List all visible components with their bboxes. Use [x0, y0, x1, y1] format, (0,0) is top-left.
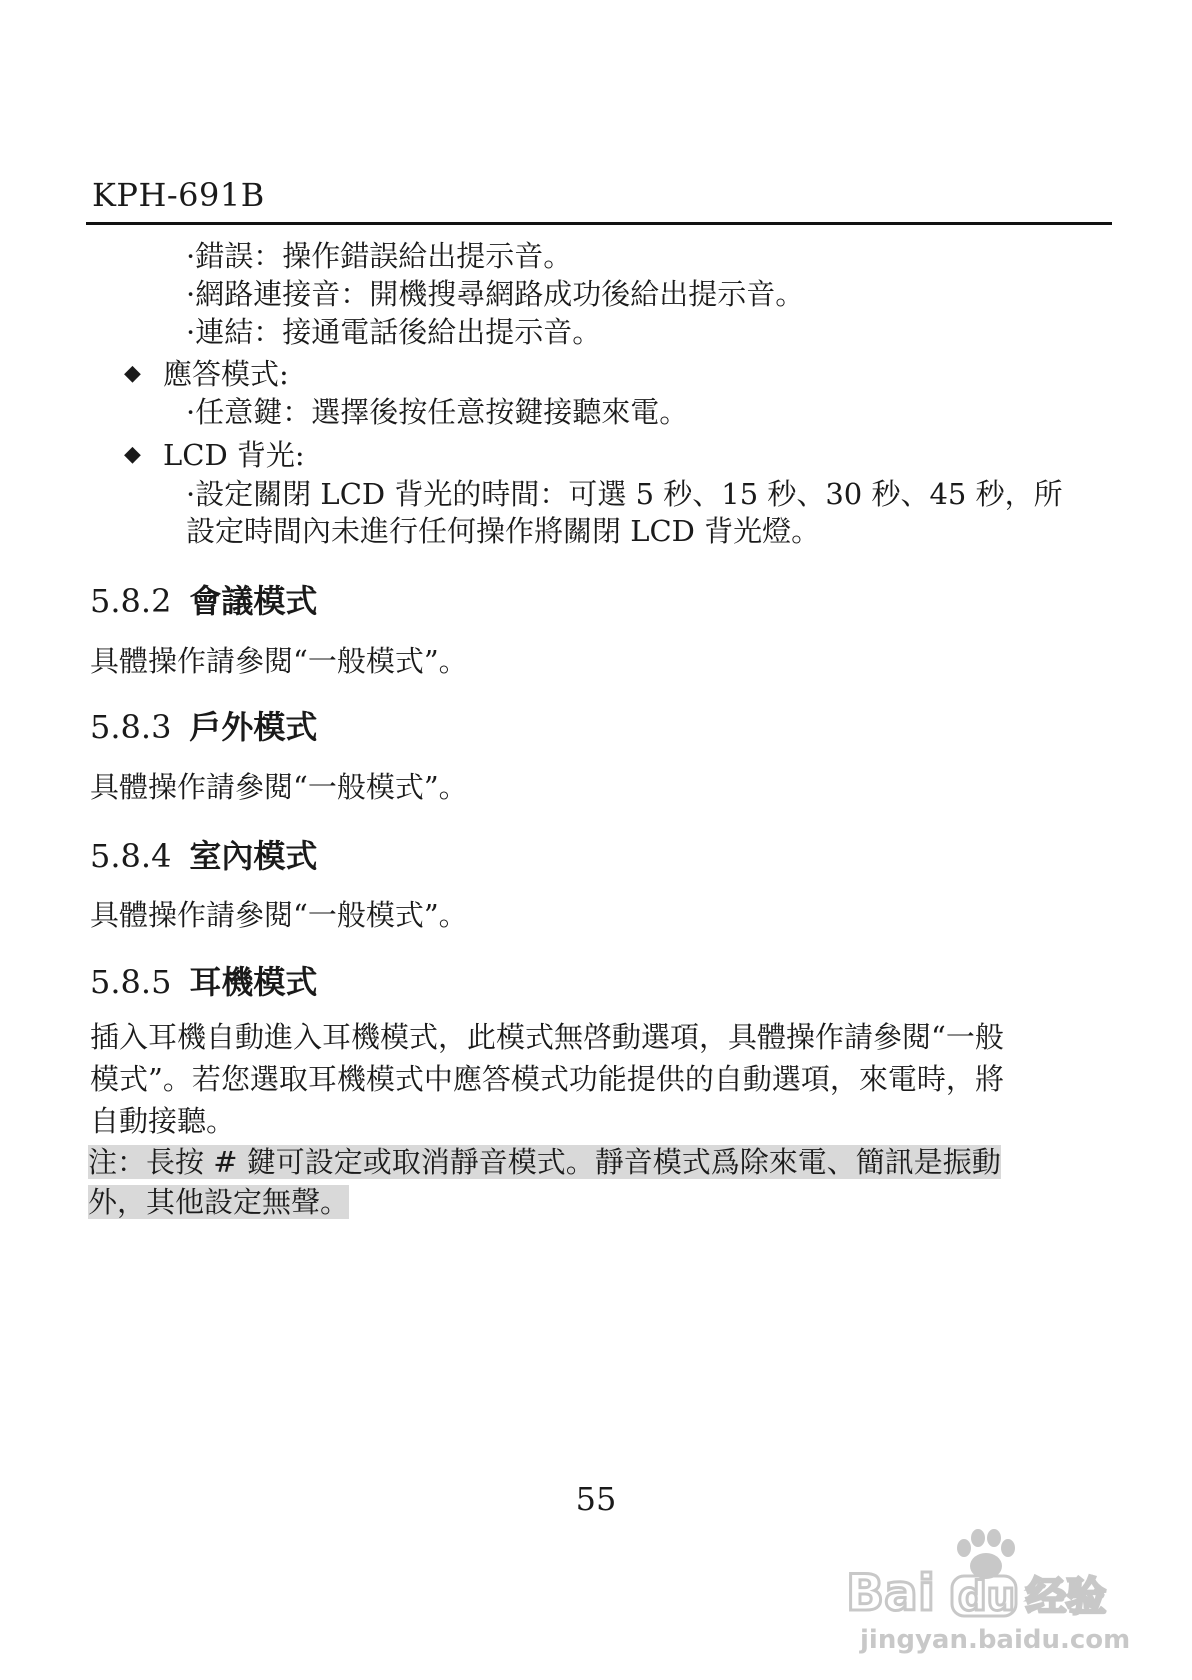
- lcd-backlight-title: LCD 背光:: [163, 438, 305, 472]
- header-rule: [86, 222, 1112, 225]
- note-line1: [88, 1142, 1001, 1182]
- list-item-connect-tone: ·連結：接通電話後給出提示音。: [186, 315, 602, 349]
- bullet-diamond-icon: ◆: [124, 442, 141, 467]
- section-heading-5-8-4: [90, 831, 317, 877]
- section-body-5-8-5-line3: 自動接聽。: [90, 1104, 236, 1138]
- page-number: 55: [575, 1480, 617, 1518]
- answer-mode-title: 應答模式:: [163, 357, 289, 391]
- document-model-header: KPH-691B: [92, 176, 265, 214]
- note-line2: [88, 1182, 349, 1222]
- answer-mode-item: ·任意鍵：選擇後按任意按鍵接聽來電。: [186, 395, 689, 429]
- list-item-network-tone: ·網路連接音：開機搜尋網路成功後給出提示音。: [186, 277, 805, 311]
- section-heading-5-8-2: [90, 576, 317, 622]
- section-title: 耳機模式: [189, 963, 318, 1001]
- baidu-jingyan-watermark-icon: [846, 1510, 1136, 1660]
- section-body-5-8-2: 具體操作請參閱“一般模式”。: [90, 644, 468, 678]
- lcd-backlight-item-line2: 設定時間內未進行任何操作將關閉 LCD 背光燈。: [186, 514, 821, 548]
- section-body-5-8-4: 具體操作請參閱“一般模式”。: [90, 898, 468, 932]
- bullet-diamond-icon: ◆: [124, 361, 141, 386]
- section-heading-5-8-5: [90, 957, 317, 1003]
- section-title: 會議模式: [189, 582, 318, 620]
- section-body-5-8-3: 具體操作請參閱“一般模式”。: [90, 770, 468, 804]
- section-number: 5.8.4: [90, 837, 172, 875]
- section-title: 室內模式: [189, 837, 318, 875]
- lcd-backlight-item-line1: ·設定關閉 LCD 背光的時間：可選 5 秒、15 秒、30 秒、45 秒，所: [186, 477, 1063, 511]
- section-body-5-8-5-line2: 模式”。若您選取耳機模式中應答模式功能提供的自動選項，來電時，將: [90, 1062, 1004, 1096]
- section-heading-5-8-3: [90, 702, 317, 748]
- svg-text:Bai: Bai: [846, 1564, 935, 1622]
- section-title: 戶外模式: [189, 708, 318, 746]
- section-body-5-8-5-line1: 插入耳機自動進入耳機模式，此模式無啓動選項，具體操作請參閱“一般: [90, 1020, 1004, 1054]
- section-number: 5.8.3: [90, 708, 172, 746]
- svg-text:经验: 经验: [1026, 1574, 1106, 1620]
- note-highlight: 注：長按 # 鍵可設定或取消靜音模式。靜音模式爲除來電、簡訊是振動: [88, 1145, 1001, 1179]
- list-item-error-tone: ·錯誤：操作錯誤給出提示音。: [186, 239, 573, 273]
- note-highlight: 外，其他設定無聲。: [88, 1185, 350, 1219]
- section-number: 5.8.5: [90, 963, 172, 1001]
- section-number: 5.8.2: [90, 582, 172, 620]
- svg-text:du: du: [958, 1574, 1016, 1620]
- svg-text:jingyan.baidu.com: jingyan.baidu.com: [860, 1625, 1131, 1655]
